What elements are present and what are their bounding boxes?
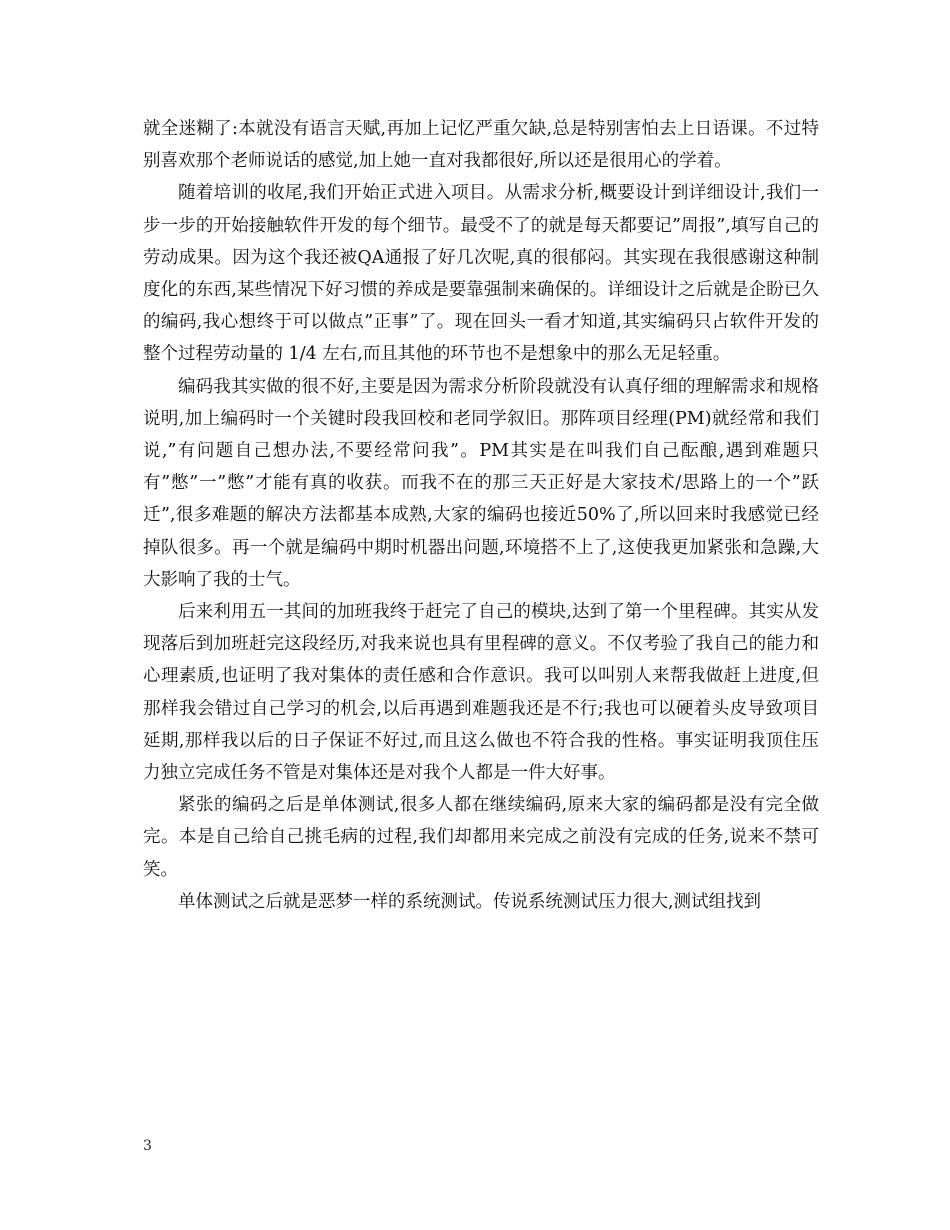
paragraph-6: 单体测试之后就是恶梦一样的系统测试。传说系统测试压力很大,测试组找到 xyxy=(178,891,762,912)
paragraph-5: 紧张的编码之后是单体测试,很多人都在继续编码,原来大家的编码都是没有完全做完。本是自己给自己挑毛病的过程,我们却都用来完成之前没有完成的任务,说来不禁可笑。 xyxy=(143,795,819,880)
page-number: 3 xyxy=(143,1138,152,1154)
document-body xyxy=(143,113,819,918)
paragraph-1: 就全迷糊了:本就没有语言天赋,再加上记忆严重欠缺,总是特别害怕去上日语课。不过特别喜欢那个老师说话的感觉,加上她一直对我都很好,所以还是很用心的学着。 xyxy=(143,119,819,172)
paragraph-2: 随着培训的收尾,我们开始正式进入项目。从需求分析,概要设计到详细设计,我们一步一步的开始接触软件开发的每个细节。最受不了的就是每天都要记”周报”,填写自己的劳动成果。因为这个我还被QA通报了好几次呢,真的很郁闷。其实现在我很感谢这种制度化的东西,某些情况下好习惯的养成是要靠强制来确保的。详细设计之后就是企盼已久的编码,我心想终于可以做点”正事”了。现在回头一看才知道,其实编码只占软件开发的整个过程劳动量的 1/4 左右,而且其他的环节也不是想象中的那么无足轻重。 xyxy=(143,183,819,365)
paragraph-3: 编码我其实做的很不好,主要是因为需求分析阶段就没有认真仔细的理解需求和规格说明,加上编码时一个关键时段我回校和老同学叙旧。那阵项目经理(PM)就经常和我们说,”有问题自己想办法,不要经常问我”。PM其实是在叫我们自己酝酿,遇到难题只有”憋”一”憋”才能有真的收获。而我不在的那三天正好是大家技术/思路上的一个”跃迁”,很多难题的解决方法都基本成熟,大家的编码也接近50%了,所以回来时我感觉已经掉队很多。再一个就是编码中期时机器出问题,环境搭不上了,这使我更加紧张和急躁,大大影响了我的士气。 xyxy=(143,376,819,590)
paragraph-4: 后来利用五一其间的加班我终于赶完了自己的模块,达到了第一个里程碑。其实从发现落后到加班赶完这段经历,对我来说也具有里程碑的意义。不仅考验了我自己的能力和心理素质,也证明了我对集体的责任感和合作意识。我可以叫别人来帮我做赶上进度,但那样我会错过自己学习的机会,以后再遇到难题我还是不行;我也可以硬着头皮导致项目延期,那样我以后的日子保证不好过,而且这么做也不符合我的性格。事实证明我顶住压力独立完成任务不管是对集体还是对我个人都是一件大好事。 xyxy=(143,602,819,784)
